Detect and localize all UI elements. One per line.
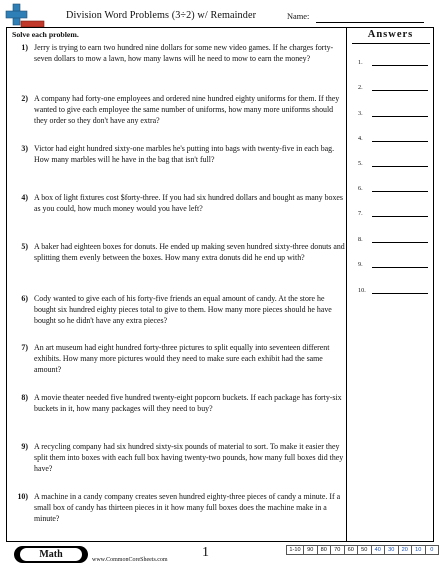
- answer-slot-1[interactable]: [358, 55, 430, 67]
- problem-10: [11, 491, 345, 525]
- answer-line[interactable]: [372, 65, 428, 66]
- problem-number: 8): [21, 393, 28, 402]
- answer-number: 4.: [358, 135, 363, 142]
- problem-text: Jerry is trying to earn two hundred nine dollars for some new video games. If he charges forty-seven dollars to mow a lawn, how many lawns will he need to mow to earn the money?: [34, 43, 334, 64]
- answer-slot-6[interactable]: [358, 181, 430, 193]
- answer-slot-3[interactable]: [358, 106, 430, 118]
- problem-number: 2): [21, 94, 28, 103]
- answer-number: 2.: [358, 84, 363, 91]
- answer-line[interactable]: [372, 242, 428, 243]
- answer-line[interactable]: [372, 116, 428, 117]
- score-cell: 0: [426, 545, 440, 555]
- answer-line[interactable]: [372, 141, 428, 142]
- site-url: www.CommonCoreSheets.com: [92, 557, 168, 563]
- answer-line[interactable]: [372, 293, 428, 294]
- problem-7: [11, 342, 345, 376]
- score-cell: 70: [331, 545, 345, 555]
- problem-text: A company had forty-one employees and ordered nine hundred eighty uniforms for them. If they wanted to give each employee the same number of uniforms, how many more uniforms should they order so they don't have any extra?: [34, 94, 340, 126]
- answer-slot-2[interactable]: [358, 80, 430, 92]
- answer-number: 3.: [358, 110, 363, 117]
- subject-label: Math: [20, 548, 82, 561]
- score-cell: 10: [412, 545, 426, 555]
- score-cell: 1-10: [286, 545, 304, 555]
- problem-number: 10): [17, 492, 28, 501]
- score-cell: 20: [399, 545, 413, 555]
- problem-8: [11, 392, 345, 414]
- answer-line[interactable]: [372, 191, 428, 192]
- answer-number: 1.: [358, 59, 363, 66]
- name-label: Name:: [287, 12, 310, 21]
- score-cell: 30: [385, 545, 399, 555]
- answers-title: Answers: [367, 29, 414, 40]
- problem-3: [11, 143, 345, 165]
- answer-slot-4[interactable]: [358, 131, 430, 143]
- score-cell: 40: [372, 545, 386, 555]
- score-cell: 60: [345, 545, 359, 555]
- answer-number: 9.: [358, 261, 363, 268]
- problem-1: [11, 42, 345, 64]
- problem-text: Cody wanted to give each of his forty-five friends an equal amount of candy. At the store he bought six hundred eighty pieces total to give to them. How many more pieces should he have bought so he didn't have any extra pieces?: [34, 294, 332, 326]
- answer-number: 10.: [358, 287, 366, 294]
- problem-number: 5): [21, 242, 28, 251]
- problem-number: 9): [21, 442, 28, 451]
- answer-slot-7[interactable]: [358, 206, 430, 218]
- page-number: 1: [202, 545, 209, 560]
- problem-number: 3): [21, 144, 28, 153]
- answer-number: 7.: [358, 210, 363, 217]
- problem-number: 4): [21, 193, 28, 202]
- problem-number: 6): [21, 294, 28, 303]
- score-cell: 50: [358, 545, 372, 555]
- answer-line[interactable]: [372, 267, 428, 268]
- answer-line[interactable]: [372, 216, 428, 217]
- problem-number: 1): [21, 43, 28, 52]
- score-cell: 90: [304, 545, 318, 555]
- answer-line[interactable]: [372, 90, 428, 91]
- problem-9: [11, 441, 345, 475]
- problem-5: [11, 241, 345, 263]
- worksheet-title: Division Word Problems (3÷2) w/ Remainder: [66, 10, 257, 21]
- answer-slot-5[interactable]: [358, 156, 430, 168]
- answer-slot-9[interactable]: [358, 257, 430, 269]
- problem-text: A box of light fixtures cost $forty-three. If you had six hundred dollars and bought as many boxes as you could, how much money would you have left?: [34, 193, 343, 214]
- answer-number: 5.: [358, 160, 363, 167]
- problem-text: A movie theater needed five hundred twenty-eight popcorn buckets. If each package has forty-six buckets in it, how many packages will they need to buy?: [34, 393, 342, 414]
- problem-text: A recycling company had six hundred sixty-six pounds of material to sort. To make it easier they split them into boxes with each full box having twenty-two pounds, how many full boxes did they have?: [34, 442, 344, 474]
- problem-4: [11, 192, 345, 214]
- answer-slot-10[interactable]: [358, 283, 430, 295]
- problem-2: [11, 93, 345, 127]
- score-scale-table: [286, 545, 439, 555]
- answer-line[interactable]: [372, 166, 428, 167]
- problem-text: An art museum had eight hundred forty-three pictures to split equally into seventeen different exhibits. How many more pictures would they need to make sure each exhibit had the same amount?: [34, 343, 330, 375]
- problem-text: A baker had eighteen boxes for donuts. He ended up making seven hundred sixty-three donuts and splitting them evenly between the boxes. How many extra donuts did he end up with?: [34, 242, 345, 263]
- problem-number: 7): [21, 343, 28, 352]
- problem-text: A machine in a candy company creates seven hundred eighty-three pieces of candy a minute. If a small box of candy has thirteen pieces in it how many full boxes does the machine make in a minute?: [34, 492, 341, 524]
- instructions: Solve each problem.: [12, 30, 79, 39]
- answer-number: 6.: [358, 185, 363, 192]
- problem-6: [11, 293, 345, 327]
- problem-text: Victor had eight hundred sixty-one marbles he's putting into bags with twenty-five in each bag. How many marbles will he have in the bag that isn't full?: [34, 144, 335, 165]
- score-cell: 80: [318, 545, 332, 555]
- plus-minus-logo-icon: [5, 3, 45, 29]
- name-field-line[interactable]: [316, 22, 424, 23]
- answers-title-divider: [352, 43, 430, 44]
- answer-number: 8.: [358, 236, 363, 243]
- answer-slot-8[interactable]: [358, 232, 430, 244]
